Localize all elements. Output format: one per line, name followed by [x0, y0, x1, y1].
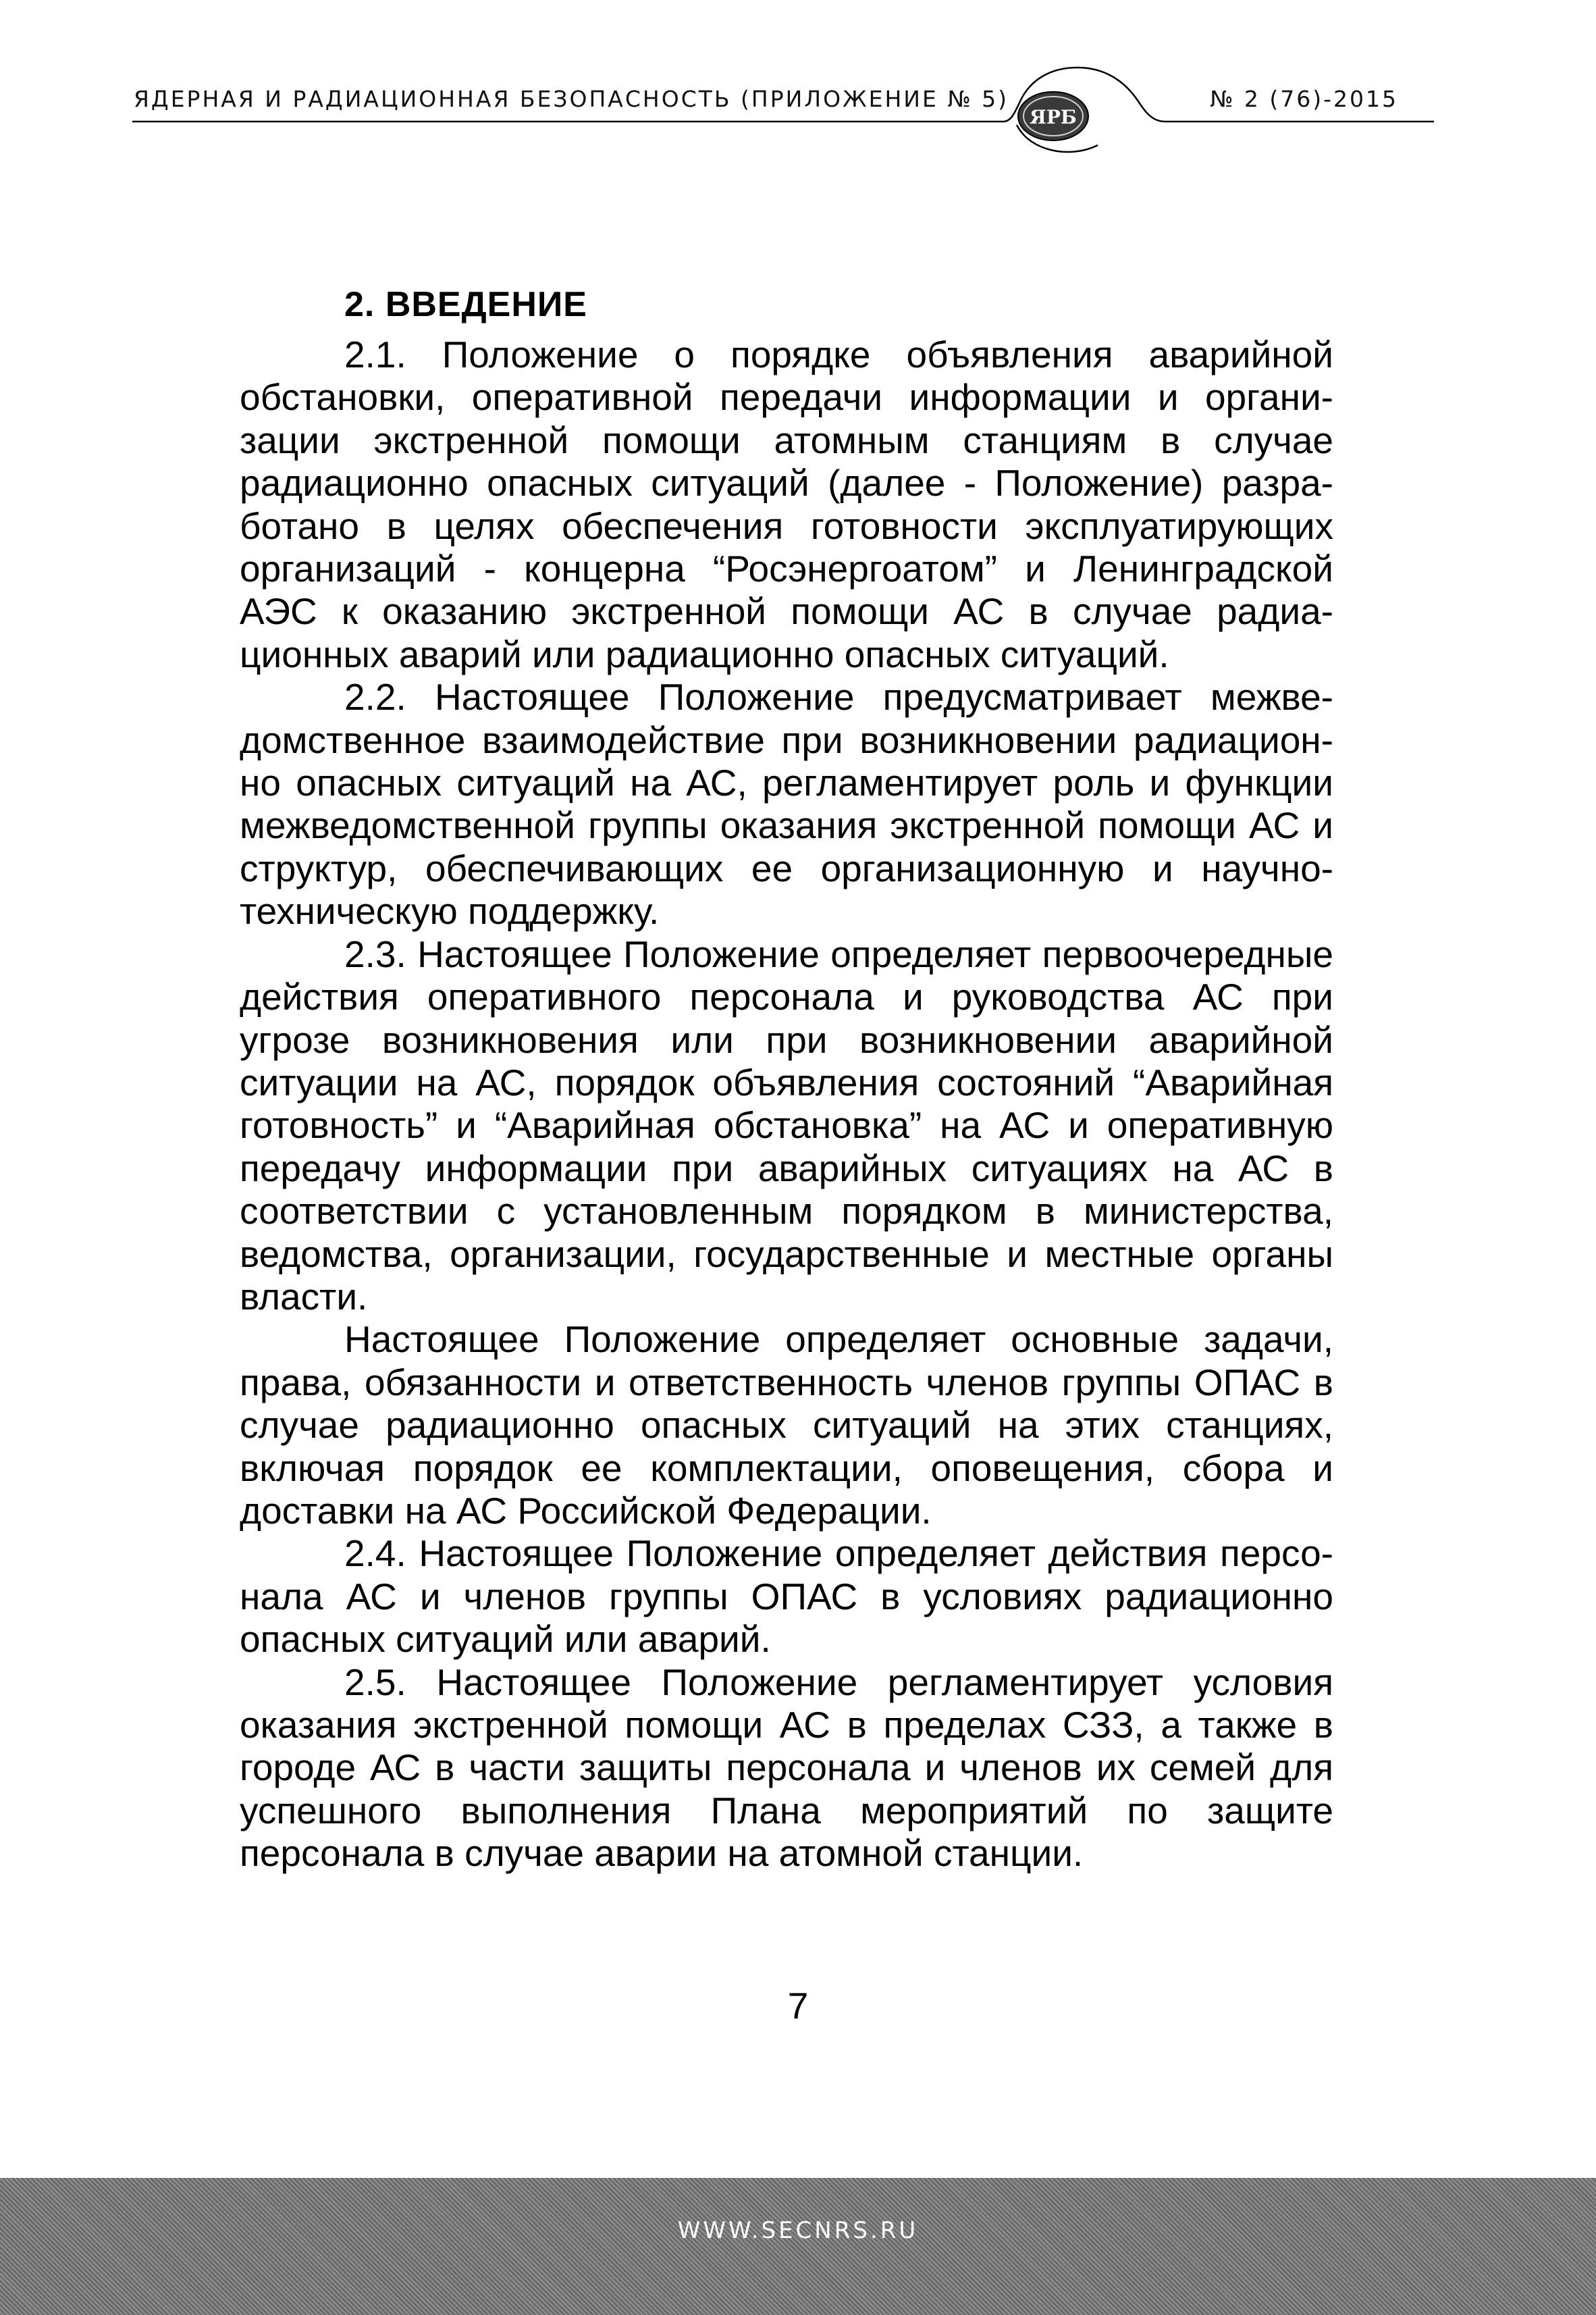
- paragraph-2-1: 2.1. Положение о порядке объявления аварийной обстановки, оперативной передачи информации и организации экстренной помощи атомным станциям в случае радиационно опасных ситуаций (далее - Положение) разработано в целях обеспечения готовности эксплуатирующих организаций - концерна “Росэнергоатом” и Ленинградской АЭС к оказанию экстренной помощи АС в случае радиационных аварий или радиационно опасных ситуаций.: [240, 334, 1333, 675]
- issue-number: № 2 (76)-2015: [1210, 86, 1398, 112]
- journal-title: ЯДЕРНАЯ И РАДИАЦИОННАЯ БЕЗОПАСНОСТЬ (ПРИЛОЖЕНИЕ № 5): [134, 86, 1009, 112]
- paragraph-2-4: 2.4. Настоящее Положение определяет действия персонала АС и членов группы ОПАС в условиях радиационно опасных ситуаций или аварий.: [240, 1532, 1333, 1661]
- page-number: 7: [787, 1985, 809, 2027]
- section-content: [240, 284, 1333, 1875]
- footer-band: [0, 2178, 1596, 2315]
- journal-logo-icon: [999, 81, 1107, 149]
- paragraph-2-5: 2.5. Настоящее Положение регламентирует условия оказания экстренной помощи АС в пределах СЗЗ, а также в городе АС в части защиты персонала и членов их семей для успешного выполнения Плана мероприятий по защите персонала в случае аварии на атомной станции.: [240, 1661, 1333, 1875]
- section-title: 2. ВВЕДЕНИЕ: [344, 285, 587, 324]
- paragraph-2-3-continued: Настоящее Положение определяет основные задачи, права, обязанности и ответственность членов группы ОПАС в случае радиационно опасных ситуаций на этих станциях, включая порядок ее комплектации, оповещения, сбора и доставки на АС Российской Федерации.: [240, 1318, 1333, 1532]
- header-rule: [132, 0, 1434, 176]
- paragraph-2-2: 2.2. Настоящее Положение предусматривает межведомственное взаимодействие при возникновении радиационно опасных ситуаций на АС, регламентирует роль и функции межведомственной группы оказания экстренной помощи АС и структур, обеспечивающих ее организационную и научно-техническую поддержку.: [240, 676, 1333, 933]
- paragraph-2-3: 2.3. Настоящее Положение определяет первоочередные действия оперативного персонала и руководства АС при угрозе возникновения или при возникновении аварийной ситуации на АС, порядок объявления состояний “Аварийная готовность” и “Аварийная обстановка” на АС и оперативную передачу информации при аварийных ситуациях на АС в соответствии с установленным порядком в министерства, ведомства, организации, государственные и местные органы власти.: [240, 933, 1333, 1318]
- footer-url-link[interactable]: WWW.SECNRS.RU: [677, 2217, 919, 2244]
- logo-text: ЯРБ: [1030, 106, 1077, 128]
